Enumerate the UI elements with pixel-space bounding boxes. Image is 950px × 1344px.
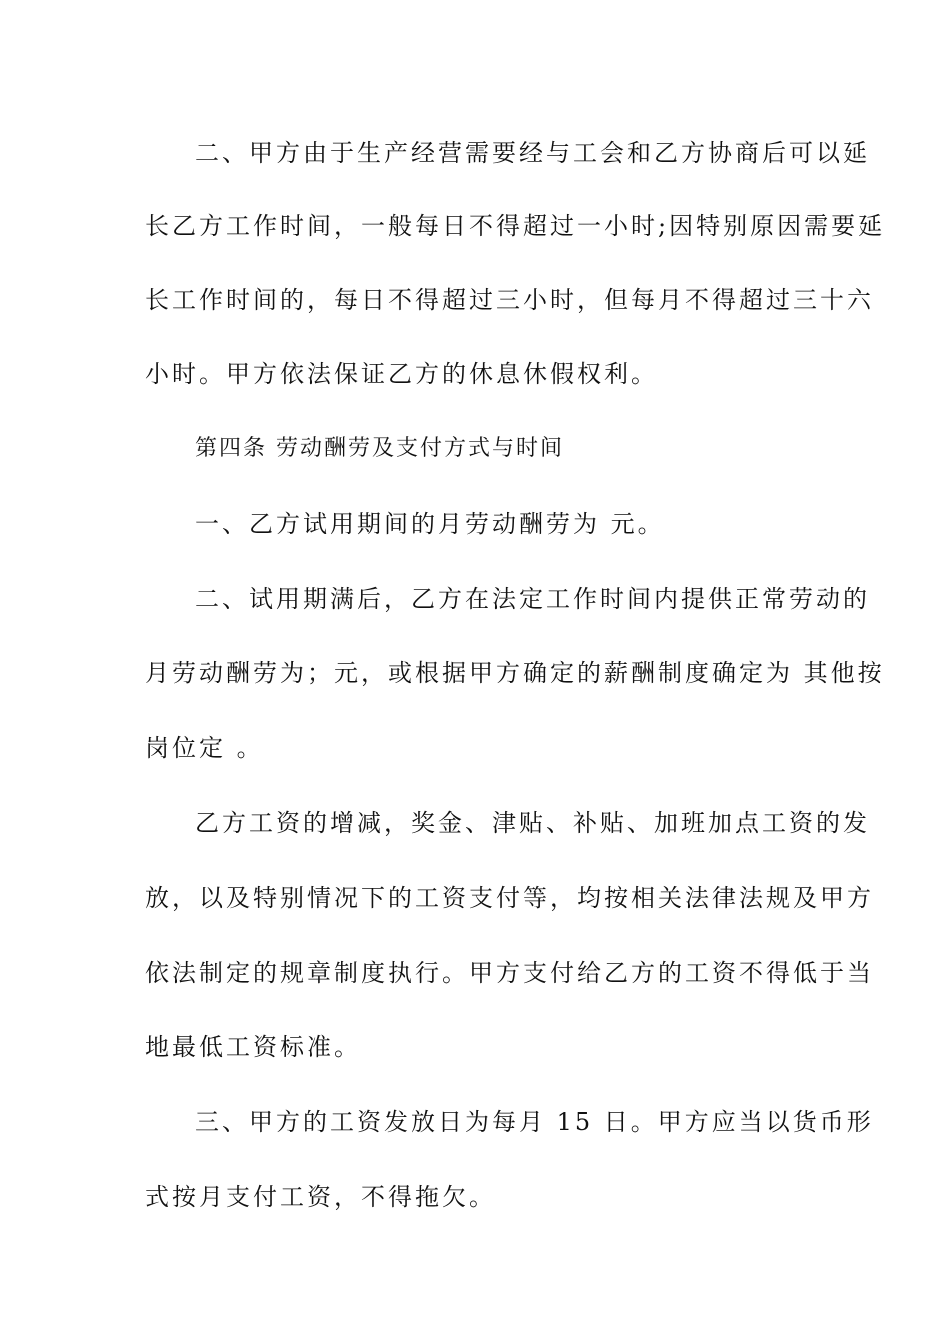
paragraph-line: 月劳动酬劳为；元，或根据甲方确定的薪酬制度确定为 其他按: [145, 659, 885, 687]
section-heading: 第四条 劳动酬劳及支付方式与时间: [195, 436, 564, 461]
paragraph-line: 一、乙方试用期间的月劳动酬劳为 元。: [195, 510, 665, 538]
paragraph-line: 长乙方工作时间，一般每日不得超过一小时;因特别原因需要延: [145, 212, 886, 240]
paragraph-line: 二、甲方由于生产经营需要经与工会和乙方协商后可以延: [195, 139, 870, 167]
paragraph-line: 小时。甲方依法保证乙方的休息休假权利。: [145, 360, 658, 388]
paragraph-line: 地最低工资标准。: [145, 1033, 361, 1061]
paragraph-line: 三、甲方的工资发放日为每月 15 日。甲方应当以货币形: [195, 1108, 874, 1136]
paragraph-line: 乙方工资的增减，奖金、津贴、补贴、加班加点工资的发: [195, 809, 870, 837]
paragraph-line: 长工作时间的，每日不得超过三小时，但每月不得超过三十六: [145, 286, 874, 314]
paragraph-line: 二、试用期满后，乙方在法定工作时间内提供正常劳动的: [195, 585, 870, 613]
paragraph-line: 式按月支付工资，不得拖欠。: [145, 1183, 496, 1211]
paragraph-line: 依法制定的规章制度执行。甲方支付给乙方的工资不得低于当: [145, 959, 874, 987]
paragraph-line: 岗位定 。: [145, 734, 264, 762]
paragraph-line: 放，以及特别情况下的工资支付等，均按相关法律法规及甲方: [145, 884, 874, 912]
